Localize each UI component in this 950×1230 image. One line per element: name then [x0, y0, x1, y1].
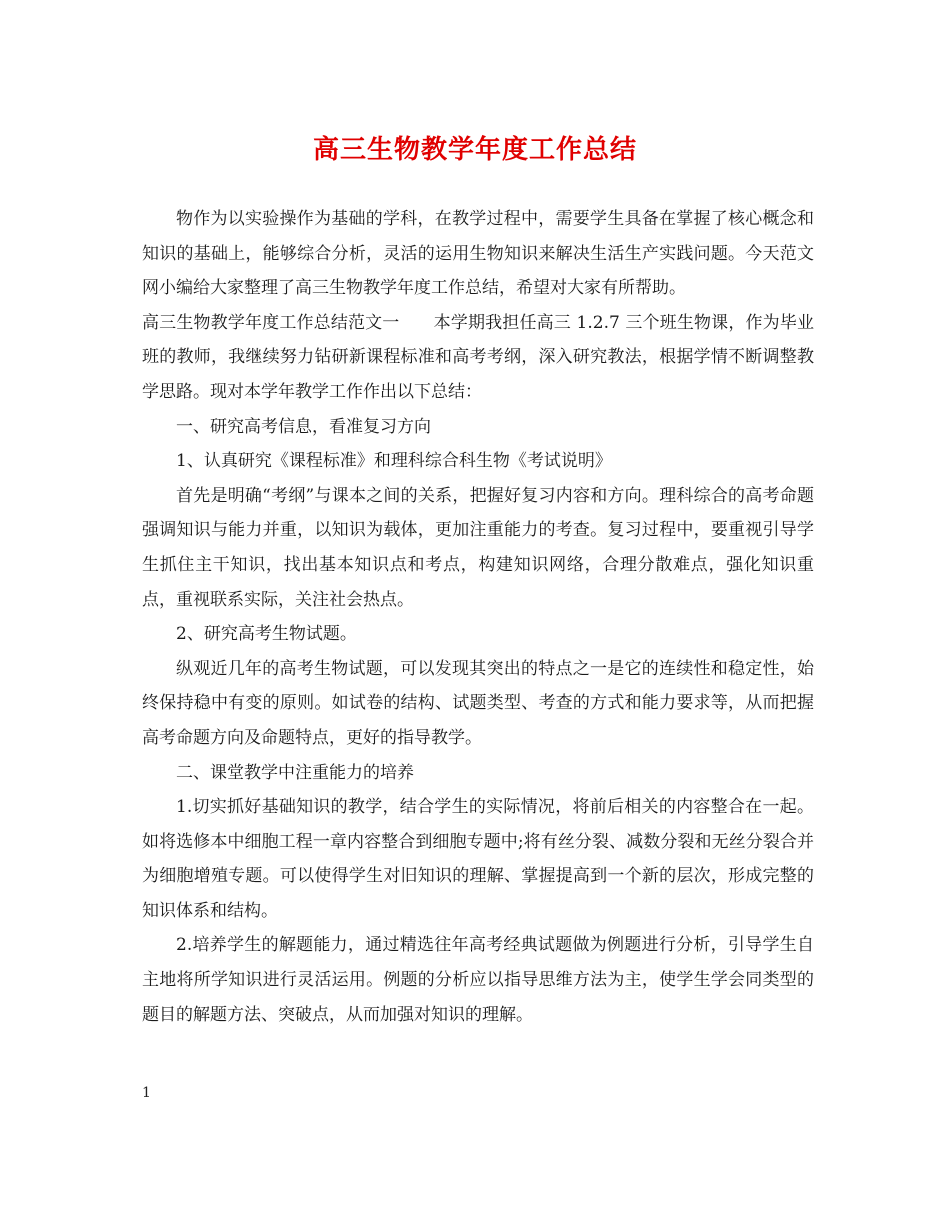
section-heading-2: 二、课堂教学中注重能力的培养	[176, 762, 414, 783]
paragraph-4: 2.培养学生的解题能力，通过精选往年高考经典试题做为例题进行分析，引导学生自主地将所学知识进行灵活运用。例题的分析应以指导思维方法为主，使学生学会同类型的题目的解题方法、突破点，从而加强对知识的理解。	[142, 935, 814, 1025]
paragraph-3: 1.切实抓好基础知识的教学，结合学生的实际情况，将前后相关的内容整合在一起。如将选修本中细胞工程一章内容整合到细胞专题中;将有丝分裂、减数分裂和无丝分裂合并为细胞增殖专题。可以使得学生对旧知识的理解、掌握提高到一个新的层次，形成完整的知识体系和结构。	[142, 797, 814, 921]
page-number: 1	[142, 1085, 151, 1101]
sample-heading: 高三生物教学年度工作总结范文一	[142, 312, 400, 333]
paragraph-1: 首先是明确“考纲”与课本之间的关系，把握好复习内容和方向。理科综合的高考命题强调知识与能力并重，以知识为载体，更加注重能力的考查。复习过程中，要重视引导学生抓住主干知识，找出基本知识点和考点，构建知识网络，合理分散难点，强化知识重点，重视联系实际，关注社会热点。	[142, 485, 814, 610]
document-title: 高三生物教学年度工作总结	[312, 135, 637, 165]
paragraph-sample-lead	[142, 306, 814, 410]
subsection-heading-1-1: 1、认真研究《课程标准》和理科综合科生物《考试说明》	[176, 451, 612, 472]
subsection-heading-1-2: 2、研究高考生物试题。	[176, 624, 357, 645]
document-body	[142, 202, 814, 1032]
sample-text: 本学期我担任高三 1.2.7 三个班生物课，作为毕业班的教师，我继续努力钻研新课程标准和高考考纲，深入研究教法，根据学情不断调整教学思路。现对本学年教学工作作出以下总结：	[142, 312, 815, 402]
section-heading-1: 一、研究高考信息，看准复习方向	[176, 416, 431, 437]
paragraph-intro: 物作为以实验操作为基础的学科，在教学过程中，需要学生具备在掌握了核心概念和知识的基础上，能够综合分析，灵活的运用生物知识来解决生活生产实践问题。今天范文网小编给大家整理了高三生物教学年度工作总结，希望对大家有所帮助。	[142, 209, 814, 299]
paragraph-2: 纵观近几年的高考生物试题，可以发现其突出的特点之一是它的连续性和稳定性，始终保持稳中有变的原则。如试卷的结构、试题类型、考查的方式和能力要求等，从而把握高考命题方向及命题特点，更好的指导教学。	[142, 658, 814, 748]
